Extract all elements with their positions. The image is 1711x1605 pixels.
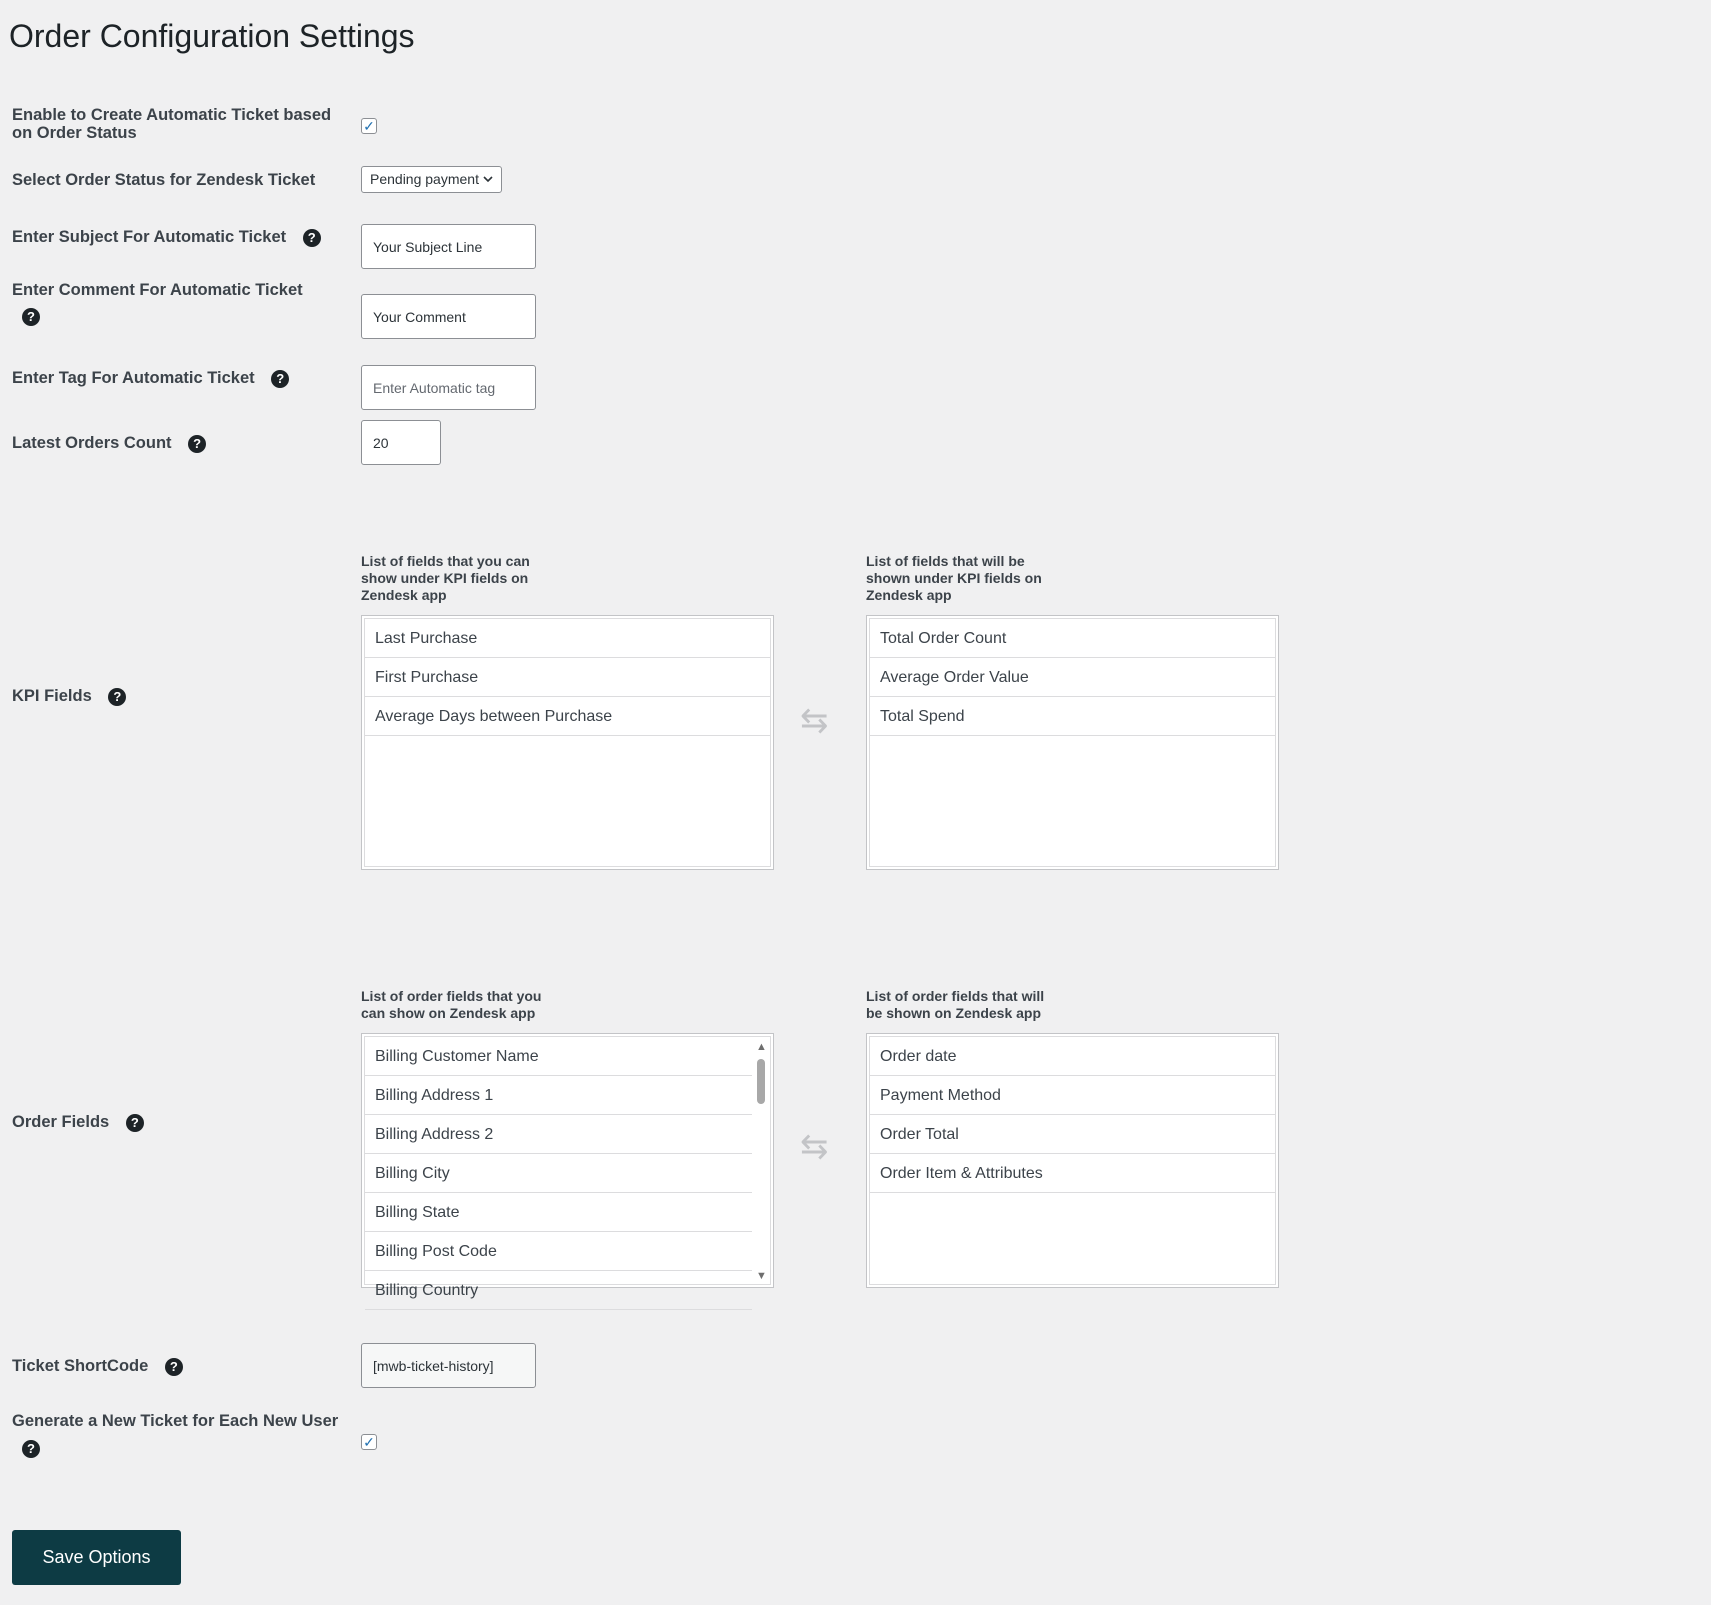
order-status-label: Select Order Status for Zendesk Ticket	[12, 171, 316, 189]
swap-arrows-icon: ⇆	[800, 702, 829, 740]
help-icon[interactable]: ?	[188, 435, 206, 453]
order-available-caption: List of order fields that you can show on Zendesk app	[361, 988, 542, 1021]
kpi-available-list[interactable]	[361, 615, 774, 870]
list-item[interactable]: Billing Country	[365, 1271, 752, 1310]
list-item[interactable]: Total Order Count	[870, 619, 1275, 658]
kpi-available-caption: List of fields that you can show under KPI fields on Zendesk app	[361, 553, 530, 603]
list-item[interactable]: Order Total	[870, 1115, 1275, 1154]
list-item[interactable]: Average Days between Purchase	[365, 697, 770, 736]
kpi-selected-caption: List of fields that will be shown under KPI fields on Zendesk app	[866, 553, 1042, 603]
list-item[interactable]: Billing Address 2	[365, 1115, 752, 1154]
order-selected-caption: List of order fields that will be shown on Zendesk app	[866, 988, 1045, 1021]
help-icon[interactable]: ?	[165, 1358, 183, 1376]
shortcode-input[interactable]	[361, 1343, 536, 1388]
list-item[interactable]: Billing Address 1	[365, 1076, 752, 1115]
orders-count-label	[12, 434, 206, 453]
kpi-fields-label-text: KPI Fields	[12, 687, 92, 705]
kpi-selected-list[interactable]	[866, 615, 1279, 870]
help-icon[interactable]: ?	[271, 370, 289, 388]
order-fields-label-text: Order Fields	[12, 1113, 110, 1131]
tag-label	[12, 369, 289, 388]
help-icon[interactable]: ?	[108, 688, 126, 706]
list-item[interactable]: Order Item & Attributes	[870, 1154, 1275, 1193]
orders-count-label-text: Latest Orders Count	[12, 434, 172, 452]
order-status-select[interactable]	[361, 166, 502, 193]
new-user-ticket-checkbox[interactable]: ✓	[361, 1434, 377, 1450]
scroll-thumb[interactable]	[757, 1059, 765, 1104]
orders-count-input[interactable]	[361, 420, 441, 465]
help-icon[interactable]: ?	[22, 308, 40, 326]
swap-arrows-icon: ⇆	[800, 1128, 829, 1166]
list-item[interactable]: Last Purchase	[365, 619, 770, 658]
help-icon[interactable]: ?	[126, 1114, 144, 1132]
save-options-button[interactable]: Save Options	[12, 1530, 181, 1585]
auto-ticket-checkbox[interactable]: ✓	[361, 118, 377, 134]
auto-ticket-label: Enable to Create Automatic Ticket based on Order Status	[12, 106, 332, 142]
tag-input[interactable]	[361, 365, 536, 410]
shortcode-label-text: Ticket ShortCode	[12, 1357, 149, 1375]
comment-input[interactable]	[361, 294, 536, 339]
tag-label-text: Enter Tag For Automatic Ticket	[12, 369, 255, 387]
scrollbar[interactable]	[752, 1037, 770, 1284]
order-available-list[interactable]	[361, 1033, 774, 1299]
subject-label-text: Enter Subject For Automatic Ticket	[12, 228, 287, 246]
page-title: Order Configuration Settings	[9, 18, 415, 54]
order-fields-label	[12, 1113, 144, 1132]
shortcode-label	[12, 1357, 183, 1376]
chevron-down-icon	[482, 167, 494, 201]
list-item[interactable]: Billing Customer Name	[365, 1037, 752, 1076]
subject-input[interactable]	[361, 224, 536, 269]
help-icon[interactable]: ?	[22, 1440, 40, 1458]
comment-label: Enter Comment For Automatic Ticket	[12, 281, 303, 299]
list-item[interactable]: Billing City	[365, 1154, 752, 1193]
list-item[interactable]: Order date	[870, 1037, 1275, 1076]
list-item[interactable]: First Purchase	[365, 658, 770, 697]
new-user-ticket-label: Generate a New Ticket for Each New User	[12, 1412, 339, 1430]
list-item[interactable]: Billing State	[365, 1193, 752, 1232]
list-item[interactable]: Billing Post Code	[365, 1232, 752, 1271]
list-item[interactable]: Total Spend	[870, 697, 1275, 736]
subject-label	[12, 228, 321, 247]
help-icon[interactable]: ?	[303, 229, 321, 247]
order-selected-list[interactable]	[866, 1033, 1279, 1288]
list-item[interactable]: Payment Method	[870, 1076, 1275, 1115]
scroll-down-arrow-icon[interactable]: ▼	[756, 1270, 767, 1282]
list-item[interactable]: Average Order Value	[870, 658, 1275, 697]
kpi-fields-label	[12, 687, 126, 706]
order-status-value: Pending payment	[370, 171, 479, 187]
scroll-up-arrow-icon[interactable]: ▲	[756, 1041, 767, 1053]
